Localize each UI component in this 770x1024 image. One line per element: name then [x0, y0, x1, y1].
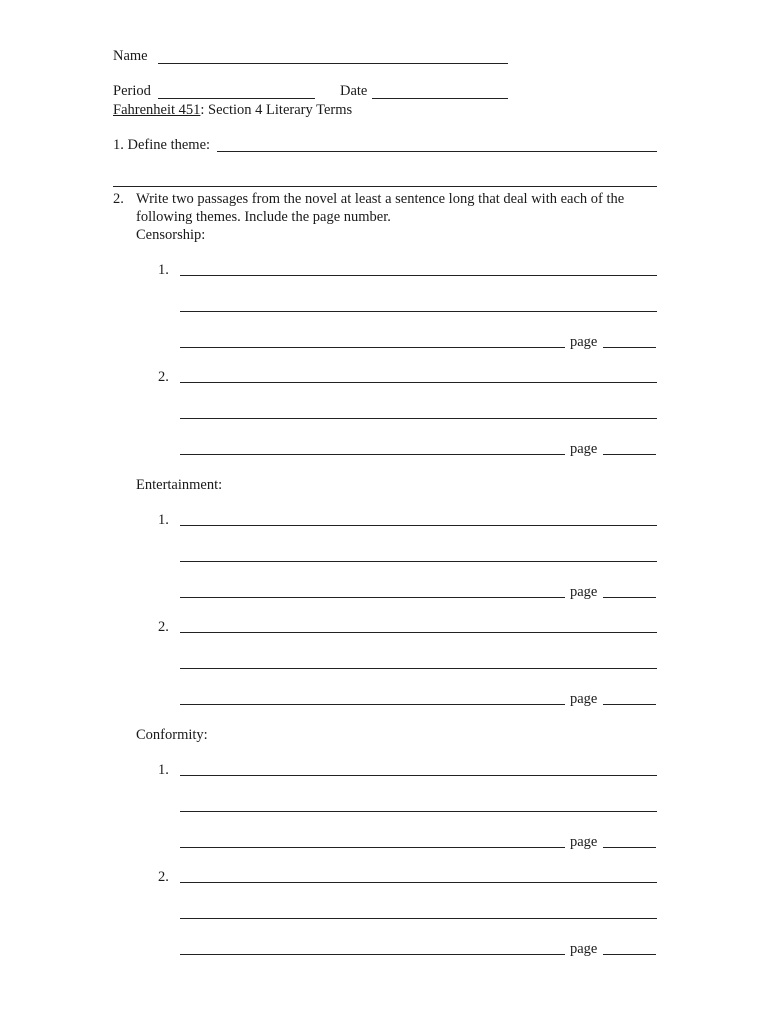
- entertainment-item-2-line-3[interactable]: [180, 704, 565, 705]
- entertainment-item-1-page-field[interactable]: [603, 597, 656, 598]
- censorship-item-2-page-label: page: [570, 441, 598, 457]
- date-field[interactable]: [372, 98, 508, 99]
- theme-label-conformity: Conformity:: [136, 727, 208, 743]
- book-title: Fahrenheit 451: [113, 102, 201, 118]
- censorship-item-1-number: 1.: [158, 262, 169, 278]
- censorship-item-1-line-3[interactable]: [180, 347, 565, 348]
- period-label: Period: [113, 83, 151, 99]
- conformity-item-2-page-label: page: [570, 941, 598, 957]
- censorship-item-2-number: 2.: [158, 369, 169, 385]
- censorship-item-1-page-field[interactable]: [603, 347, 656, 348]
- period-field[interactable]: [158, 98, 315, 99]
- worksheet-subtitle: : Section 4 Literary Terms: [200, 102, 353, 118]
- conformity-item-2-line-1[interactable]: [180, 882, 657, 883]
- name-label: Name: [113, 48, 148, 64]
- conformity-item-2-line-3[interactable]: [180, 954, 565, 955]
- censorship-item-2-line-3[interactable]: [180, 454, 565, 455]
- entertainment-item-2-page-label: page: [570, 691, 598, 707]
- date-label: Date: [340, 83, 368, 99]
- conformity-item-1-page-label: page: [570, 834, 598, 850]
- entertainment-item-2-number: 2.: [158, 619, 169, 635]
- censorship-item-1-page-label: page: [570, 334, 598, 350]
- censorship-item-2-line-1[interactable]: [180, 382, 657, 383]
- conformity-item-1-line-2[interactable]: [180, 811, 657, 812]
- conformity-item-1-number: 1.: [158, 762, 169, 778]
- conformity-item-2-page-field[interactable]: [603, 954, 656, 955]
- entertainment-item-1-number: 1.: [158, 512, 169, 528]
- q1-answer-line-2[interactable]: [113, 186, 657, 187]
- q1-prompt: 1. Define theme:: [113, 137, 211, 153]
- theme-label-censorship: Censorship:: [136, 227, 206, 243]
- entertainment-item-2-line-2[interactable]: [180, 668, 657, 669]
- theme-label-entertainment: Entertainment:: [136, 477, 223, 493]
- censorship-item-2-page-field[interactable]: [603, 454, 656, 455]
- entertainment-item-1-line-2[interactable]: [180, 561, 657, 562]
- name-field[interactable]: [158, 63, 508, 64]
- censorship-item-1-line-2[interactable]: [180, 311, 657, 312]
- entertainment-item-1-line-1[interactable]: [180, 525, 657, 526]
- q1-answer-line-1[interactable]: [217, 151, 657, 152]
- conformity-item-2-number: 2.: [158, 869, 169, 885]
- conformity-item-1-line-3[interactable]: [180, 847, 565, 848]
- conformity-item-1-line-1[interactable]: [180, 775, 657, 776]
- worksheet-title: [113, 103, 352, 118]
- q2-number: 2.: [113, 191, 124, 207]
- entertainment-item-2-line-1[interactable]: [180, 632, 657, 633]
- entertainment-item-2-page-field[interactable]: [603, 704, 656, 705]
- q2-prompt-line-2: following themes. Include the page number.: [136, 209, 391, 225]
- censorship-item-2-line-2[interactable]: [180, 418, 657, 419]
- entertainment-item-1-page-label: page: [570, 584, 598, 600]
- conformity-item-1-page-field[interactable]: [603, 847, 656, 848]
- entertainment-item-1-line-3[interactable]: [180, 597, 565, 598]
- q2-prompt-line-1: Write two passages from the novel at least a sentence long that deal with each of the: [136, 191, 625, 207]
- censorship-item-1-line-1[interactable]: [180, 275, 657, 276]
- conformity-item-2-line-2[interactable]: [180, 918, 657, 919]
